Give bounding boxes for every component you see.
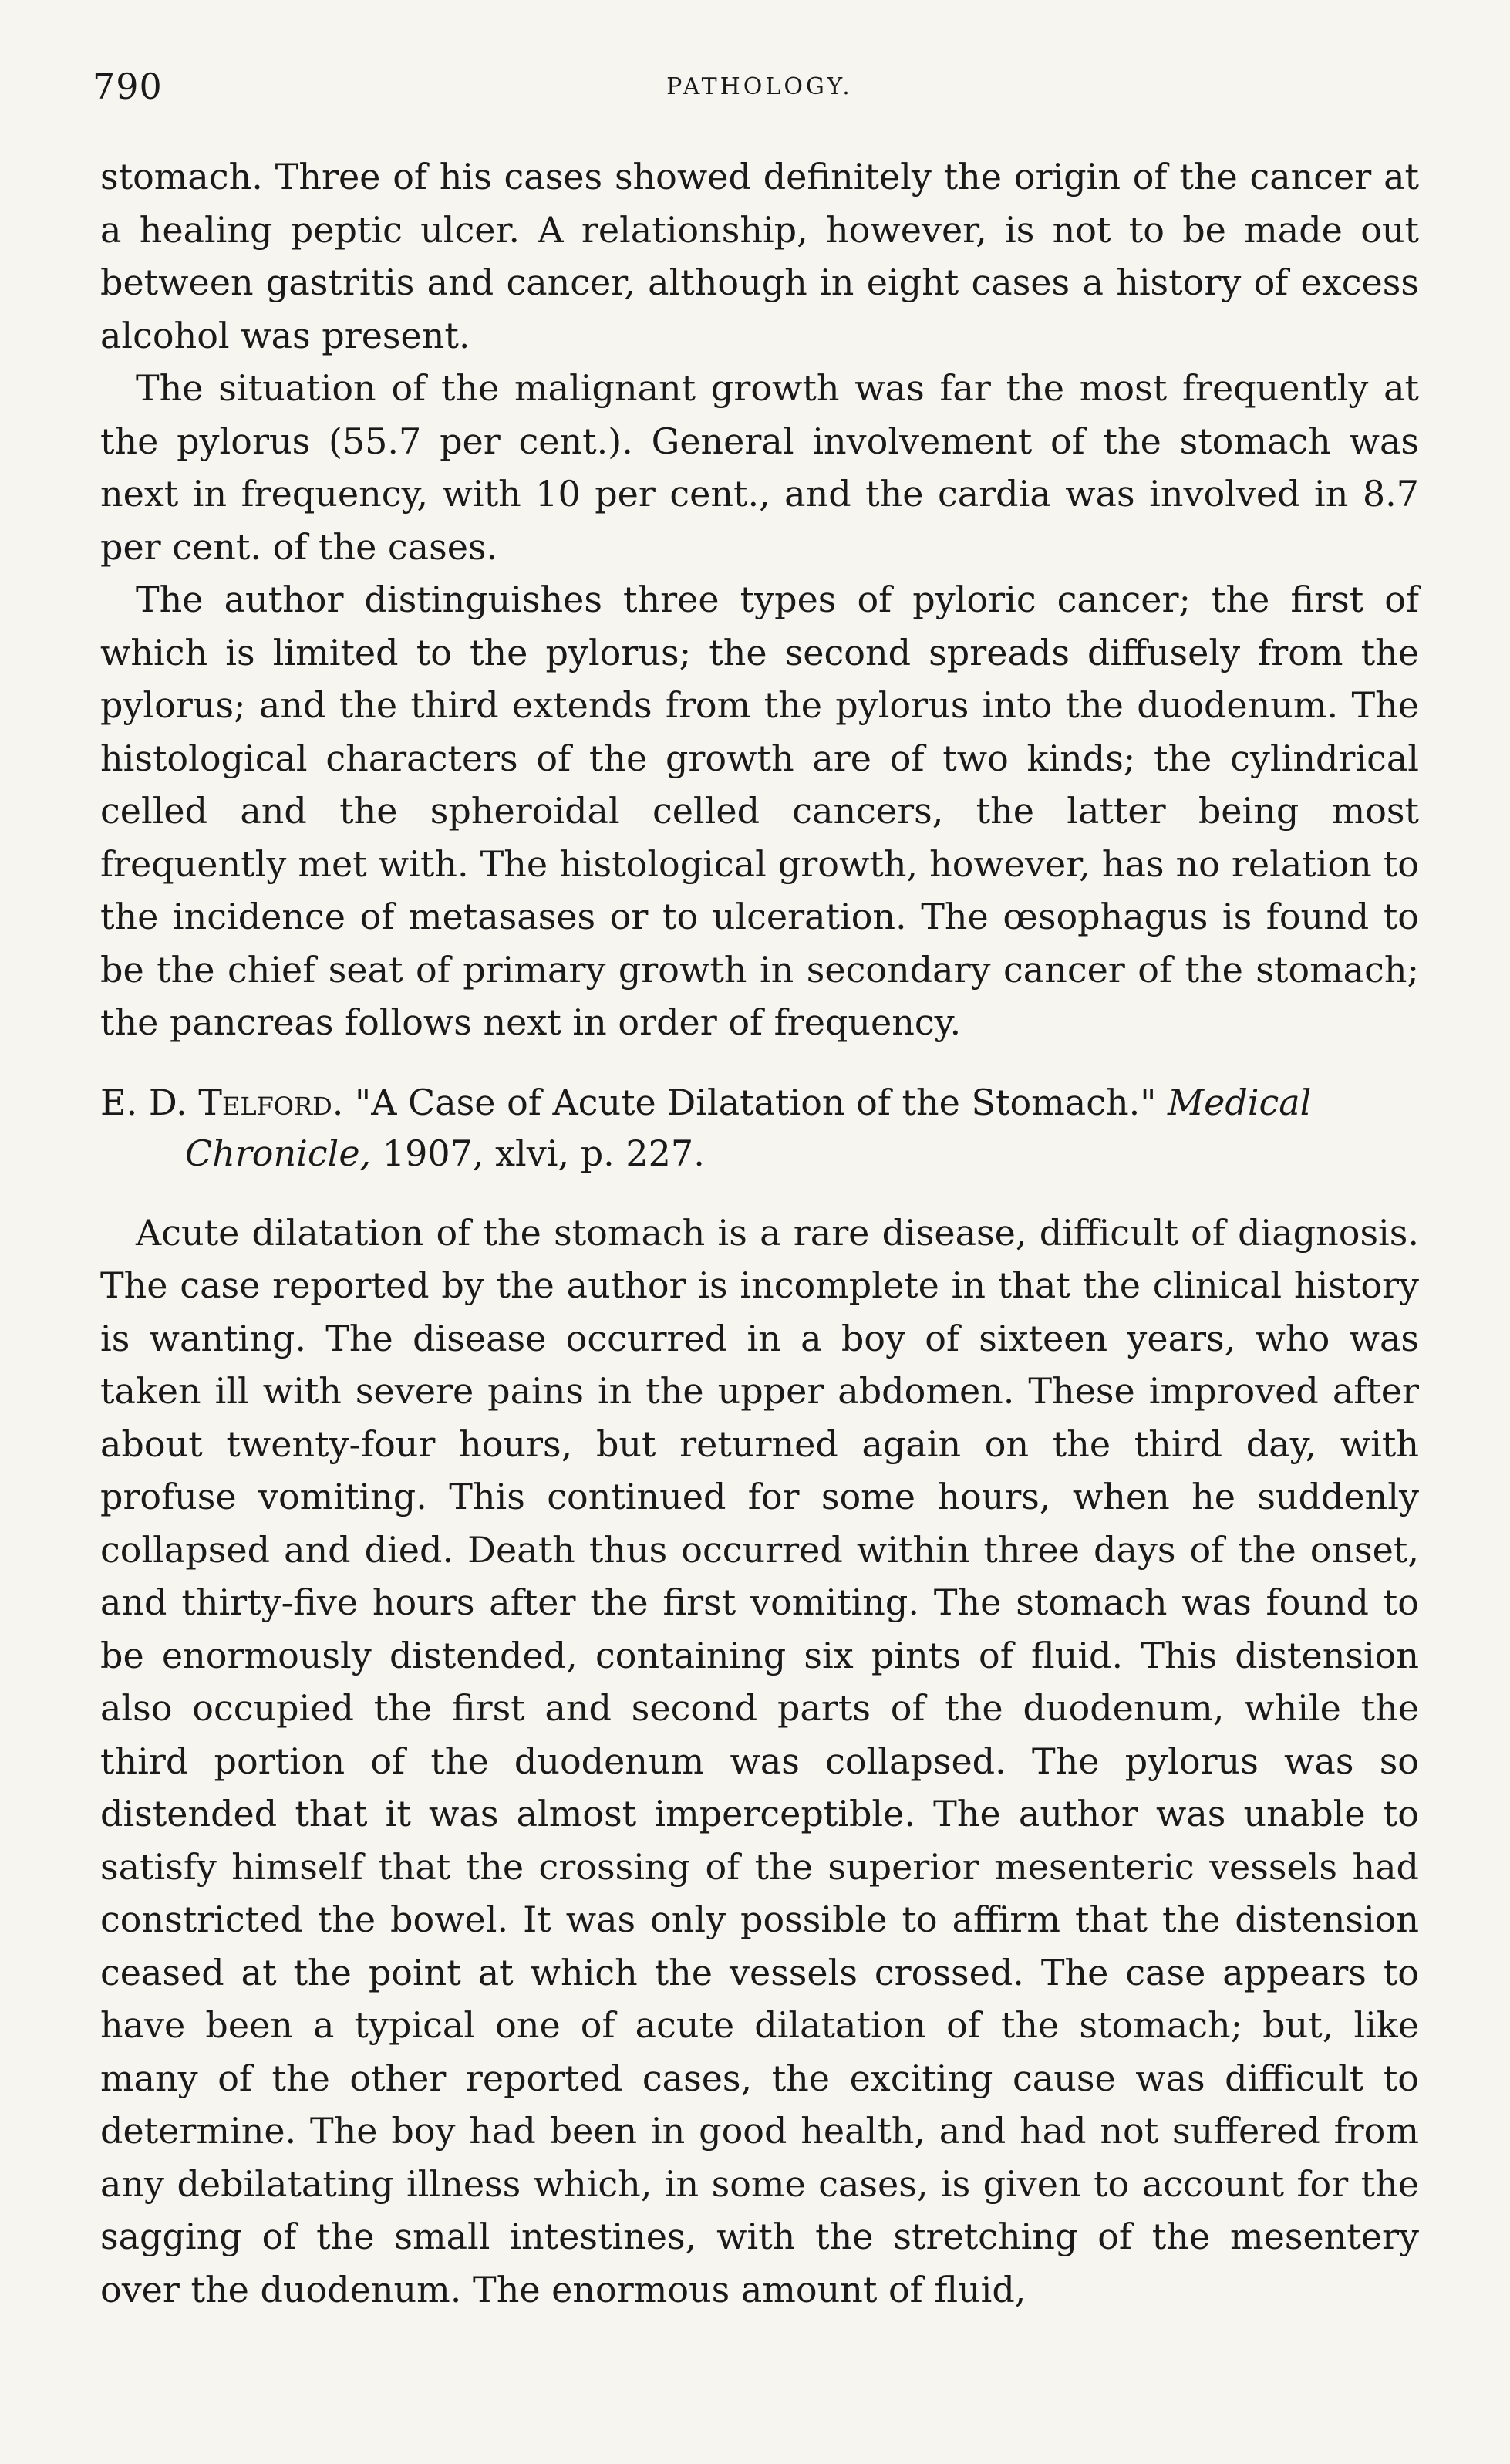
page-header — [93, 66, 1419, 120]
paragraph-pyloric-types: The author distinguishes three types of pyloric cancer; the first of which is limited to the pylorus; the second spreads diffusely from the pylorus; and the third extends from the pylorus into the duodenum. The histological characters of the growth are of two kinds; the cylindrical celled and the spheroidal celled cancers, the latter being most frequently met with. The histological growth, however, has no relation to the incidence of metasases or to ulceration. The œsophagus is found to be the chief seat of primary growth in secondary cancer of the stomach; the pancreas follows next in order of frequency. — [100, 579, 1419, 1043]
citation-details: 1907, xlvi, p. 227. — [382, 1132, 705, 1174]
paragraph-continued: stomach. Three of his cases showed definitely the origin of the cancer at a healing peptic ulcer. A relationship, however, is not to be made out between gastritis and cancer, although in eight cases a history of excess alcohol was present. — [100, 156, 1419, 356]
citation-journal: Medical Chronicle, — [185, 1081, 1312, 1174]
paragraph-pylorus-situation: The situation of the malignant growth was far the most frequently at the pylorus (55.7 per cent.). General involvement of the stomach was next in frequency, with 10 per cent., and the cardia was involved in 8.7 per cent. of the cases. — [100, 367, 1419, 568]
citation-author: E. D. Telford. — [100, 1081, 344, 1123]
page-number: 790 — [93, 66, 163, 107]
document-page — [93, 66, 1419, 2316]
running-head: PATHOLOGY. — [666, 73, 853, 100]
citation-title: "A Case of Acute Dilatation of the Stomach." — [355, 1081, 1157, 1123]
paragraph-acute-dilatation: Acute dilatation of the stomach is a rare disease, difficult of diagnosis. The case reported by the author is incomplete in that the clinical history is wanting. The disease occurred in a boy of sixteen years, who was taken ill with severe pains in the upper abdomen. These improved after about twenty-four hours, but returned again on the third day, with profuse vomiting. This continued for some hours, when he suddenly collapsed and died. Death thus occurred within three days of the onset, and thirty-five hours after the first vomiting. The stomach was found to be enormously distended, containing six pints of fluid. This distension also occupied the first and second parts of the duodenum, while the third portion of the duodenum was collapsed. The pylorus was so distended that it was almost imperceptible. The author was unable to satisfy himself that the crossing of the superior mesenteric vessels had constricted the bowel. It was only possible to affirm that the distension ceased at the point at which the vessels crossed. The case appears to have been a typical one of acute dilatation of the stomach; but, like many of the other reported cases, the exciting cause was difficult to determine. The boy had been in good health, and had not suffered from any debilatating illness which, in some cases, is given to account for the sagging of the small intestines, with the stretching of the mesentery over the duodenum. The enormous amount of fluid, — [100, 1211, 1419, 2310]
citation — [100, 1077, 1419, 1179]
